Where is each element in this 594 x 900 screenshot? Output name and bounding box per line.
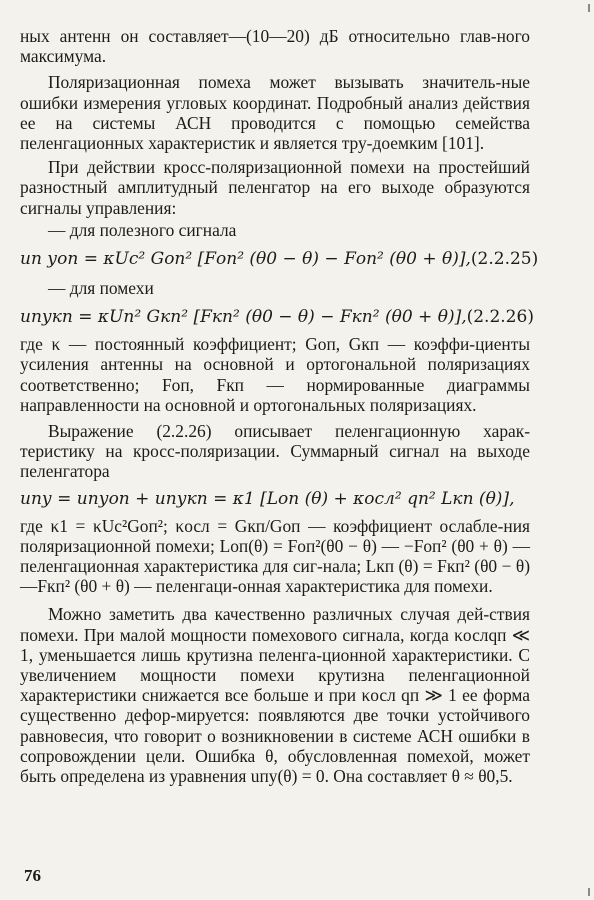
paragraph: Можно заметить два качественно различных случая дей-ствия помехи. При малой мощности помехового сигнала, когда κослqп ≪ 1, уменьшается лишь крутизна пеленга-ционной характеристики. С увеличением мощности помехи крутизна пеленгационной характеристики снижается все больше и при κосл qп ≫ 1 ее форма существенно дефор-мируется: появляются две точки устойчивого равновесия, что говорит о возникновении в системе АСН ошибки в сопровождении цели. Ошибка θ, обусловленная помехой, может быть определена из уравнения uпу(θ) = 0. Она составляет θ ≈ θ0,5.	[20, 604, 530, 787]
equation-2-2-25	[20, 248, 539, 270]
paragraph: где κ1 = κUc²Gоп²; κосл = Gкп/Gоп — коэффициент ослабле-ния поляризационной помехи; Lоп(θ) = Fоп²(θ0 − θ) — −Fоп² (θ0 + θ) — пеленгационная характеристика для сиг-нала; Lкп (θ) = Fкп² (θ0 − θ)—Fкп² (θ0 + θ) — пеленгаци-онная характеристика для помехи.	[20, 515, 530, 597]
equation-formula: uпукп = κUп² Gкп² [Fкп² (θ0 − θ) − Fкп² (θ0 + θ)],	[20, 307, 467, 328]
equation-intro: — для полезного сигнала	[48, 219, 237, 240]
scan-edge-mark	[588, 888, 590, 896]
equation-number: (2.2.26)	[466, 307, 534, 328]
paragraph: Выражение (2.2.26) описывает пеленгационную харак-теристику на кросс-поляризации. Суммарный сигнал на выходе пеленгатора	[20, 421, 530, 482]
paragraph: ных антенн он составляет—(10—20) дБ относительно глав-ного максимума.	[20, 26, 530, 67]
equation-formula: uп уоп = κUc² Gоп² [Fоп² (θ0 − θ) − Fоп² (θ0 + θ)],	[20, 249, 471, 270]
equation-number: (2.2.25)	[470, 249, 539, 270]
equation-formula: uпу = uпуоп + uпукп = κ1 [Lоп (θ) + κосл² qп² Lкп (θ)],	[20, 488, 515, 509]
paragraph: Поляризационная помеха может вызывать значитель-ные ошибки измерения угловых координат. Подробный анализ действия ее на системы АСН проводится с помощью семейства пеленгационных характеристик и является тру-доемким [101].	[20, 72, 530, 154]
paragraph: При действии кросс-поляризационной помехи на простейший разностный амплитудный пеленгатор на его выходе образуются сигналы управления:	[20, 157, 530, 218]
scan-edge-mark	[588, 4, 590, 12]
equation-2-2-26	[20, 306, 534, 328]
equation-intro: — для помехи	[48, 278, 154, 299]
paragraph: где κ — постоянный коэффициент; Gоп, Gкп — коэффи-циенты усиления антенны на основной и ортогональной поляризациях соответственно; Fоп, Fкп — нормированные диаграммы направленности на основной и ортогональных поляризациях.	[20, 334, 530, 415]
equation-total-signal	[20, 488, 530, 510]
page-number: 76	[24, 866, 41, 885]
